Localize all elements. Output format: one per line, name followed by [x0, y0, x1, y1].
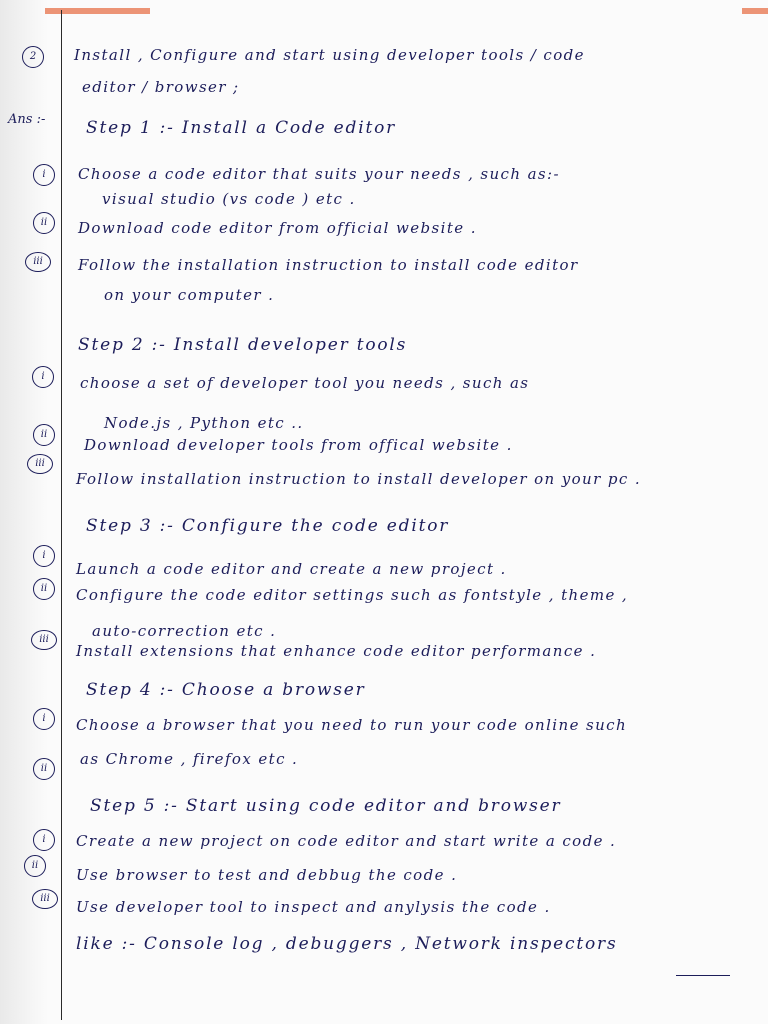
text-line: Configure the code editor settings such as fontstyle , theme ,: [76, 586, 629, 604]
step-2-heading: Step 2 :- Install developer tools: [78, 335, 408, 355]
item-marker: ii: [24, 855, 46, 877]
item-marker: i: [33, 829, 55, 851]
item-marker: ii: [33, 424, 55, 446]
text-line: Download code editor from official website .: [78, 219, 477, 237]
step-1-heading: Step 1 :- Install a Code editor: [86, 118, 397, 138]
item-marker: ii: [33, 212, 55, 234]
item-marker: i: [32, 366, 54, 388]
text-line: Launch a code editor and create a new project .: [76, 560, 507, 578]
text-line: Download developer tools from offical website .: [84, 436, 513, 454]
question-line-2: editor / browser ;: [82, 78, 240, 96]
page-top-edge-right: [742, 8, 768, 14]
text-line: Node.js , Python etc ..: [104, 414, 304, 432]
answer-label: Ans :-: [8, 112, 46, 127]
item-marker: ii: [33, 578, 55, 600]
text-line: on your computer .: [104, 286, 275, 304]
item-marker: i: [33, 545, 55, 567]
text-line: Follow the installation instruction to install code editor: [78, 256, 579, 274]
item-marker: iii: [25, 252, 51, 272]
step-4-heading: Step 4 :- Choose a browser: [86, 680, 366, 700]
text-line: Create a new project on code editor and start write a code .: [76, 832, 617, 850]
step-3-heading: Step 3 :- Configure the code editor: [86, 516, 450, 536]
item-marker: ii: [33, 758, 55, 780]
text-line: auto-correction etc .: [92, 622, 277, 640]
text-line: Choose a browser that you need to run your code online such: [76, 716, 628, 734]
text-line: Follow installation instruction to install developer on your pc .: [76, 470, 641, 488]
text-line: Use developer tool to inspect and anylysis the code .: [76, 898, 551, 916]
item-marker: iii: [27, 454, 53, 474]
underline: [676, 975, 730, 976]
question-number-marker: 2: [22, 46, 44, 68]
item-marker: i: [33, 164, 55, 186]
text-line: as Chrome , firefox etc .: [80, 750, 299, 768]
text-line: visual studio (vs code ) etc .: [102, 190, 356, 208]
margin-line: [61, 10, 62, 1020]
question-line-1: Install , Configure and start using developer tools / code: [74, 46, 585, 64]
text-line: Install extensions that enhance code editor performance .: [76, 642, 597, 660]
item-marker: iii: [32, 889, 58, 909]
text-line: choose a set of developer tool you needs , such as: [80, 374, 530, 392]
text-line: Choose a code editor that suits your needs , such as:-: [78, 165, 560, 183]
text-line: like :- Console log , debuggers , Network inspectors: [76, 934, 618, 954]
step-5-heading: Step 5 :- Start using code editor and browser: [90, 796, 562, 816]
item-marker: i: [33, 708, 55, 730]
item-marker: iii: [31, 630, 57, 650]
text-line: Use browser to test and debbug the code .: [76, 866, 458, 884]
